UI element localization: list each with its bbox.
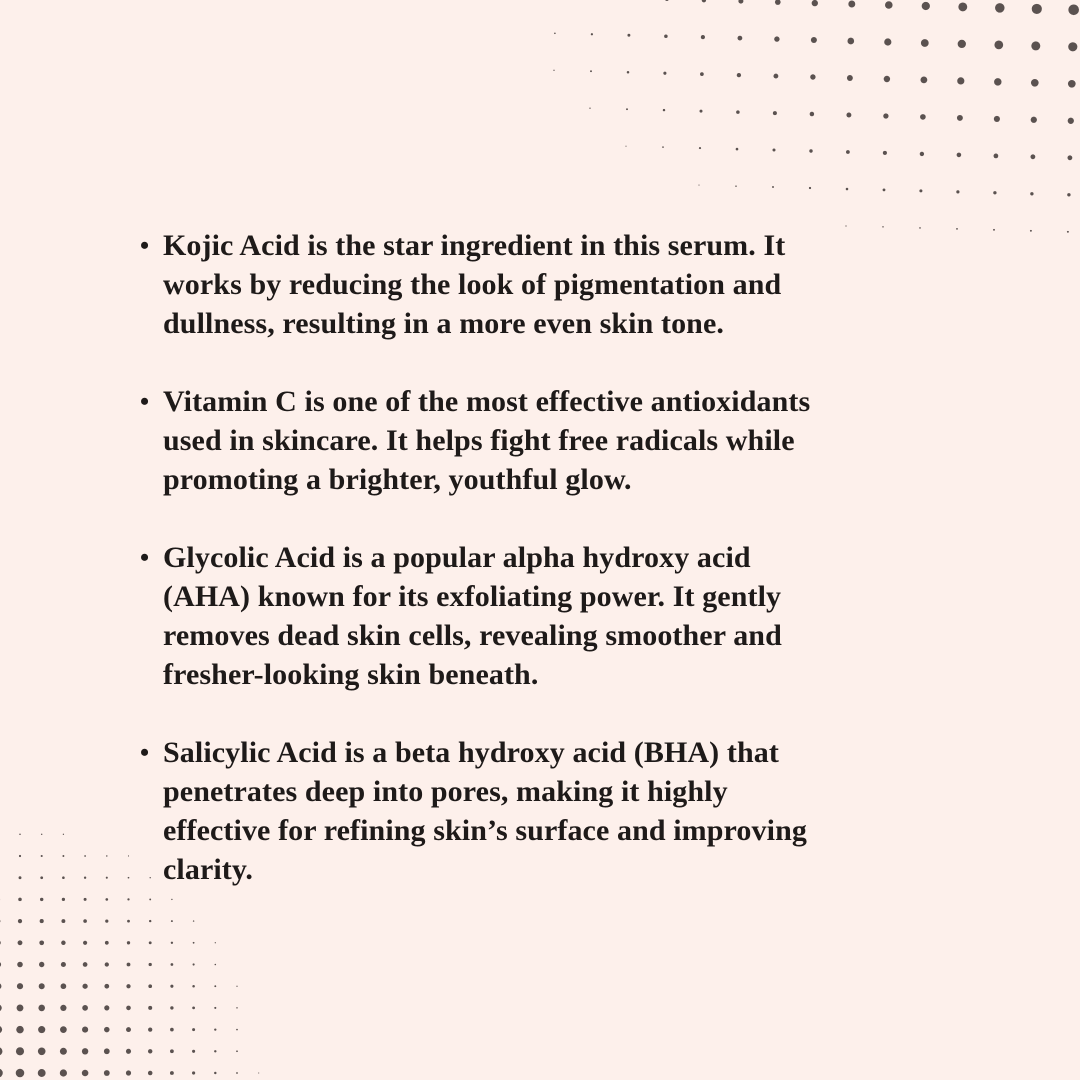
bullet-text-line: penetrates deep into pores, making it highly — [163, 775, 728, 808]
bullet-text-line: Vitamin C is one of the most effective antioxidants — [163, 385, 811, 418]
bullet-text-line: promoting a brighter, youthful glow. — [163, 463, 632, 496]
bullet-text — [163, 538, 782, 694]
bullet-text-line: effective for refining skin’s surface and improving — [163, 814, 807, 847]
ingredient-bullet-list — [140, 226, 1040, 928]
bullet-icon: • — [140, 387, 150, 416]
bullet-text-line: fresher-looking skin beneath. — [163, 658, 539, 691]
bullet-text — [163, 733, 807, 889]
bullet-text-line: Kojic Acid is the star ingredient in this serum. It — [163, 229, 786, 262]
list-item — [140, 733, 1040, 889]
bullet-text-line: used in skincare. It helps fight free radicals while — [163, 424, 795, 457]
bullet-text-line: clarity. — [163, 853, 253, 886]
list-item — [140, 226, 1040, 343]
list-item — [140, 382, 1040, 499]
bullet-text — [163, 226, 785, 343]
bullet-text-line: Salicylic Acid is a beta hydroxy acid (BHA) that — [163, 736, 779, 769]
bullet-text-line: dullness, resulting in a more even skin tone. — [163, 307, 724, 340]
bullet-icon: • — [140, 543, 150, 572]
bullet-icon: • — [140, 231, 150, 260]
bullet-text-line: removes dead skin cells, revealing smoother and — [163, 619, 782, 652]
bullet-icon: • — [140, 738, 150, 767]
bullet-text-line: Glycolic Acid is a popular alpha hydroxy acid — [163, 541, 751, 574]
list-item — [140, 538, 1040, 694]
bullet-text-line: works by reducing the look of pigmentation and — [163, 268, 782, 301]
bullet-text-line: (AHA) known for its exfoliating power. It gently — [163, 580, 782, 613]
bullet-text — [163, 382, 810, 499]
